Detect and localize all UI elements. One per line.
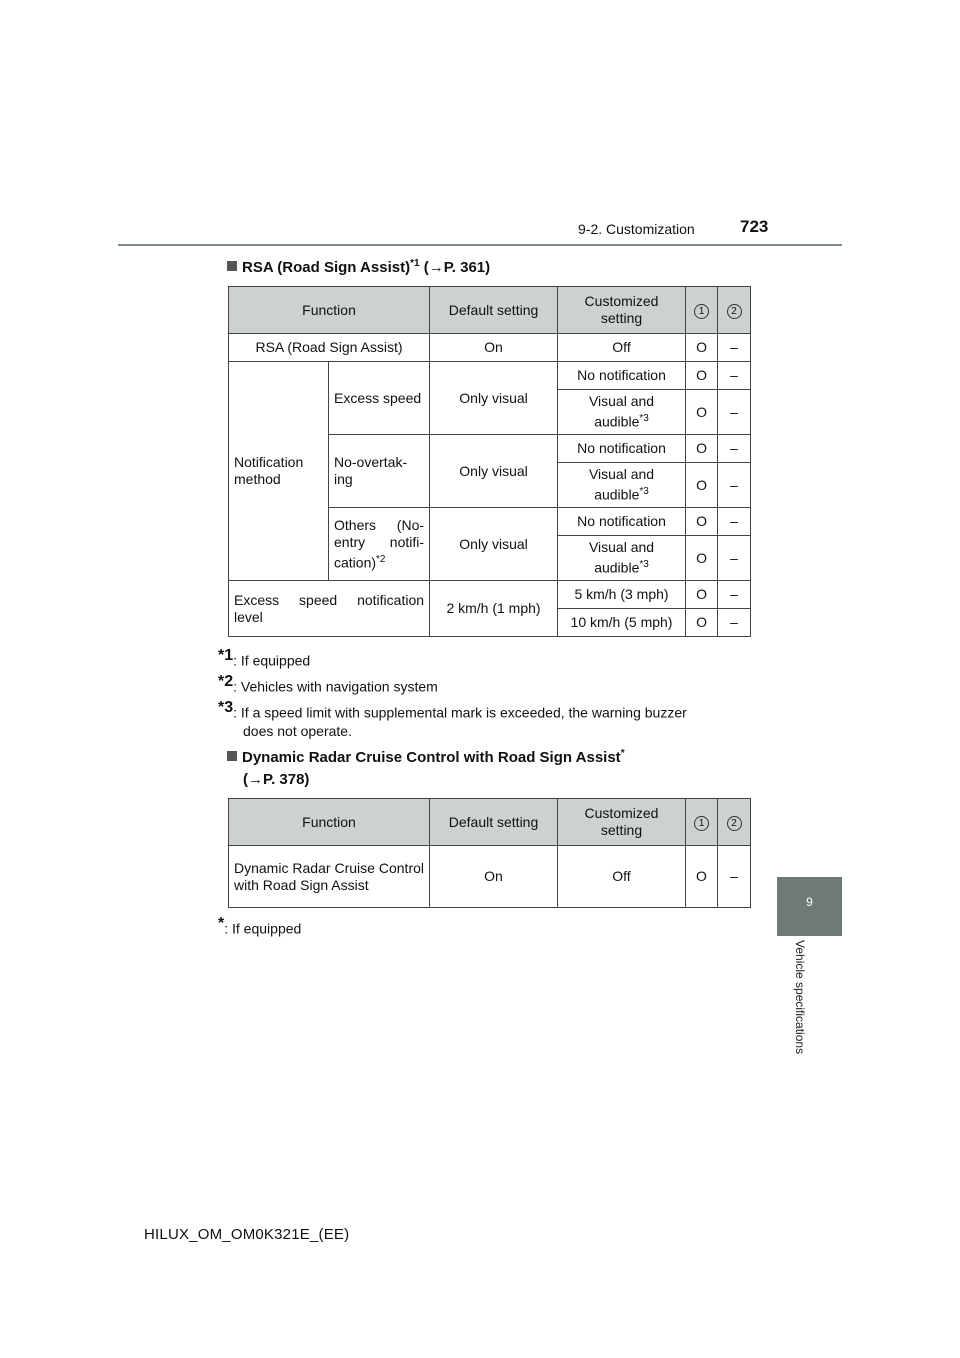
col-function: Function [229, 287, 430, 334]
circled-2-icon: 2 [727, 304, 742, 319]
table-row: Visual and audible$^{*3}$ O – [229, 463, 751, 508]
table-row: Notification method Excess speed Only visual No notification O – [229, 362, 751, 390]
table-header-row [229, 287, 751, 334]
square-bullet-icon [227, 751, 237, 761]
circled-1-icon: 1 [694, 304, 709, 319]
table-row: 10 km/h (5 mph) O – [229, 609, 751, 637]
col-2 [718, 799, 751, 846]
circled-2-icon: 2 [727, 816, 742, 831]
footnote-drcc: *: If equipped [218, 915, 302, 937]
col-1 [686, 799, 718, 846]
footnote-3: $^{*3}$: If a speed limit with supplemental mark is exceeded, the warning buzzer does not operate. [218, 699, 687, 739]
notification-method-cell: Notification method [229, 362, 329, 581]
table-row: Dynamic Radar Cruise Control with Road Sign Assist On Off O – [229, 846, 751, 908]
table-row: Visual and audible$^{*3}$ O – [229, 390, 751, 435]
table-row: No-overtak-ing Only visual No notification O – [229, 435, 751, 463]
table-row: Visual and audible$^{*3}$ O – [229, 536, 751, 581]
footnote-2: $^{*2}$: Vehicles with navigation system [218, 673, 438, 695]
footnote-1: $^{*1}$: If equipped [218, 647, 311, 669]
chapter-number: 9 [806, 895, 813, 909]
section-label: 9-2. Customization [578, 221, 695, 237]
rsa-heading: RSA (Road Sign Assist)$^{*1}$ (→P. 361) [227, 253, 490, 279]
col-function: Function [229, 799, 430, 846]
table-row: Excess speed notification level 2 km/h (1 mph) 5 km/h (3 mph) O – [229, 581, 751, 609]
table-row: Others (No-entry notifi-cation)$^{*2}$ Only visual No notification O – [229, 508, 751, 536]
rsa-settings-table [228, 286, 751, 637]
square-bullet-icon [227, 261, 237, 271]
table-header-row [229, 799, 751, 846]
circled-1-icon: 1 [694, 816, 709, 831]
col-customized: Customized setting [558, 287, 686, 334]
chapter-tab [777, 877, 842, 936]
table-row: RSA (Road Sign Assist) On Off O – [229, 334, 751, 362]
drcc-heading: Dynamic Radar Cruise Control with Road Sign Assist* (→P. 378) [227, 743, 625, 791]
page-number: 723 [740, 217, 769, 236]
drcc-settings-table [228, 798, 751, 908]
col-2 [718, 287, 751, 334]
col-customized: Customized setting [558, 799, 686, 846]
footer-doc-id: HILUX_OM_OM0K321E_(EE) [144, 1226, 350, 1243]
chapter-title: Vehicle specifications [793, 940, 807, 1055]
col-1 [686, 287, 718, 334]
col-default: Default setting [430, 799, 558, 846]
col-default: Default setting [430, 287, 558, 334]
header-divider [118, 244, 842, 246]
